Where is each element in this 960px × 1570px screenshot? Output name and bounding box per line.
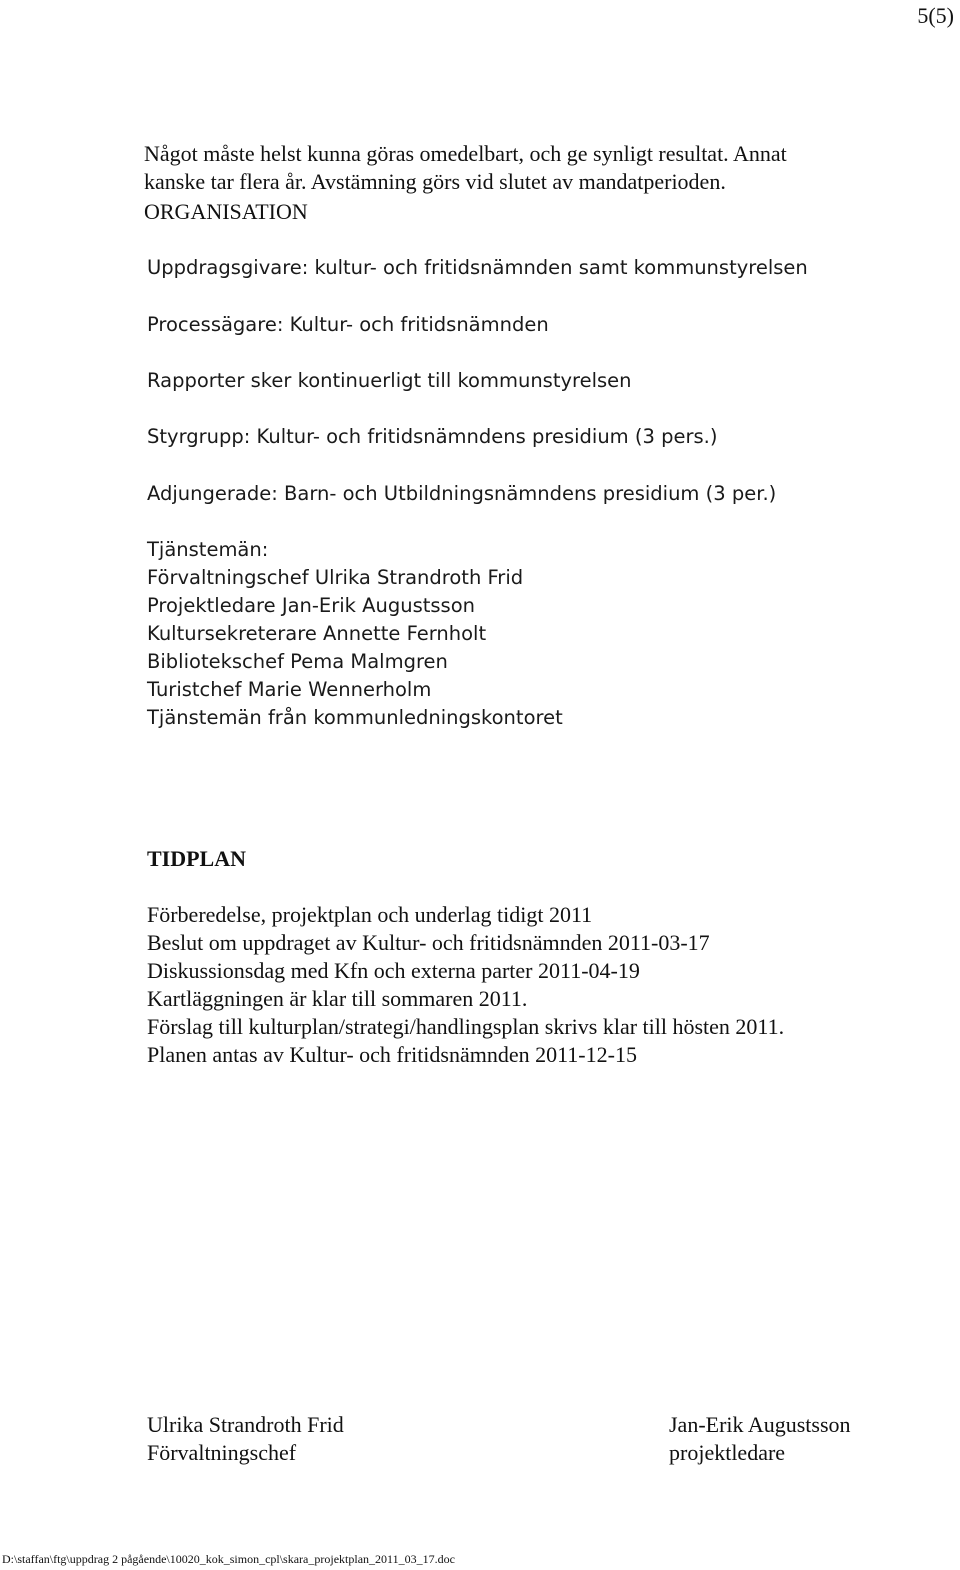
- intro-line: Något måste helst kunna göras omedelbart, och ge synligt resultat. Annat: [144, 141, 787, 166]
- org-line-adjungerade: Adjungerade: Barn- och Utbildningsnämndens presidium (3 per.): [147, 482, 777, 505]
- organisation-heading: ORGANISATION: [144, 199, 308, 224]
- page-number: 5(5): [917, 3, 954, 28]
- staff-item: Tjänstemän från kommunledningskontoret: [147, 706, 563, 729]
- signature-left: [147, 1411, 344, 1467]
- org-line-processagare: Processägare: Kultur- och fritidsnämnden: [147, 313, 549, 336]
- signature-name: Jan-Erik Augustsson: [669, 1412, 851, 1437]
- staff-item: Förvaltningschef Ulrika Strandroth Frid: [147, 566, 524, 589]
- tidplan-item: Kartläggningen är klar till sommaren 2011.: [147, 986, 528, 1011]
- signature-right: [669, 1411, 851, 1467]
- tidplan-heading: TIDPLAN: [147, 846, 247, 871]
- staff-item: Kultursekreterare Annette Fernholt: [147, 622, 487, 645]
- tidplan-item: Förslag till kulturplan/strategi/handlingsplan skrivs klar till hösten 2011.: [147, 1014, 785, 1039]
- staff-heading: Tjänstemän:: [147, 538, 269, 561]
- org-line-uppdragsgivare: Uppdragsgivare: kultur- och fritidsnämnden samt kommunstyrelsen: [147, 256, 808, 279]
- tidplan-list: [147, 901, 784, 1069]
- signature-name: Ulrika Strandroth Frid: [147, 1412, 344, 1437]
- org-line-rapporter: Rapporter sker kontinuerligt till kommunstyrelsen: [147, 369, 632, 392]
- signature-title: projektledare: [669, 1440, 786, 1465]
- staff-item: Projektledare Jan-Erik Augustsson: [147, 594, 476, 617]
- tidplan-item: Förberedelse, projektplan och underlag tidigt 2011: [147, 902, 593, 927]
- intro-paragraph: [144, 140, 787, 196]
- footer-file-path: D:\staffan\ftg\uppdrag 2 pågående\10020_kok_simon_cpl\skara_projektplan_2011_03_17.doc: [2, 1552, 455, 1566]
- tidplan-item: Beslut om uppdraget av Kultur- och fritidsnämnden 2011-03-17: [147, 930, 710, 955]
- org-line-styrgrupp: Styrgrupp: Kultur- och fritidsnämndens presidium (3 pers.): [147, 425, 718, 448]
- tidplan-item: Diskussionsdag med Kfn och externa parter 2011-04-19: [147, 958, 640, 983]
- staff-item: Turistchef Marie Wennerholm: [147, 678, 432, 701]
- staff-list: [147, 536, 563, 732]
- intro-line: kanske tar flera år. Avstämning görs vid slutet av mandatperioden.: [144, 169, 726, 194]
- tidplan-item: Planen antas av Kultur- och fritidsnämnden 2011-12-15: [147, 1042, 637, 1067]
- staff-item: Bibliotekschef Pema Malmgren: [147, 650, 448, 673]
- signature-title: Förvaltningschef: [147, 1440, 297, 1465]
